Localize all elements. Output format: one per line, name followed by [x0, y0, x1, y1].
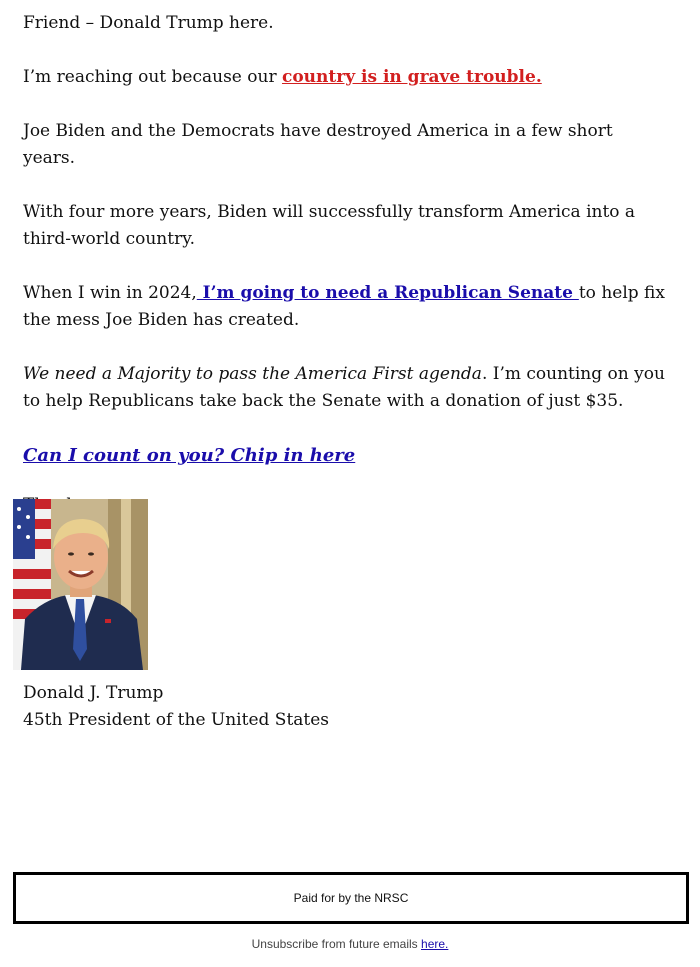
- trouble-paragraph: [23, 64, 668, 91]
- paid-for-text: Paid for by the NRSC: [293, 891, 409, 905]
- senate-text-1: When I win in 2024,: [23, 283, 197, 303]
- greeting-text: Friend – Donald Trump here.: [23, 13, 274, 33]
- greeting-paragraph: [23, 10, 668, 37]
- destroyed-text: Joe Biden and the Democrats have destroyed America in a few short years.: [23, 121, 613, 168]
- trouble-text: I’m reaching out because our: [23, 67, 282, 87]
- portrait-illustration: [13, 499, 148, 670]
- four-years-text: With four more years, Biden will successfully transform America into a third-world country.: [23, 202, 636, 249]
- grave-trouble-link[interactable]: country is in grave trouble.: [281, 67, 542, 87]
- cta-paragraph: [23, 442, 668, 470]
- email-body: [23, 10, 668, 546]
- senate-paragraph: [23, 280, 668, 334]
- unsubscribe-text: Unsubscribe from future emails: [251, 937, 422, 951]
- paid-for-box: [13, 872, 689, 924]
- majority-paragraph: [23, 361, 668, 415]
- unsubscribe-line: [0, 937, 700, 951]
- unsubscribe-link[interactable]: here.: [421, 937, 449, 951]
- republican-senate-link[interactable]: I’m going to need a Republican Senate: [196, 283, 579, 303]
- senate-text-2: to help fix the mess Joe Biden has created.: [23, 283, 665, 330]
- portrait-photo: [13, 499, 148, 670]
- signature-name: Donald J. Trump: [23, 683, 164, 703]
- signature-block: [23, 680, 329, 734]
- destroyed-paragraph: [23, 118, 668, 172]
- majority-italic: We need a Majority to pass the America First agenda: [23, 364, 482, 384]
- chip-in-link[interactable]: Can I count on you? Chip in here: [23, 445, 356, 466]
- four-years-paragraph: [23, 199, 668, 253]
- signature-title: 45th President of the United States: [23, 710, 330, 730]
- majority-text: . I’m counting on you to help Republicans take back the Senate with a donation of just $35.: [23, 364, 665, 411]
